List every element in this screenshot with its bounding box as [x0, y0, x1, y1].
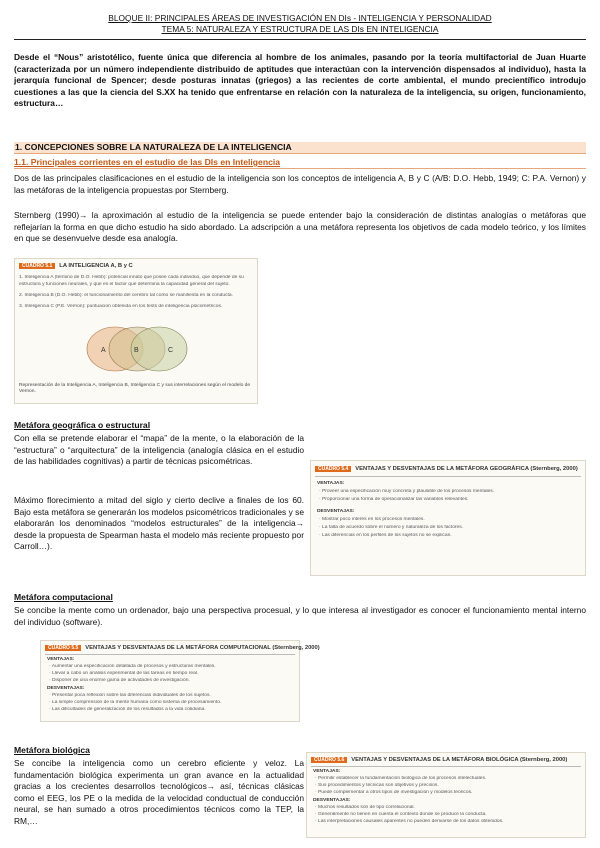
- box-title: VENTAJAS Y DESVENTAJAS DE LA METÁFORA COMPUTACIONAL (Sternberg, 2000): [85, 645, 320, 651]
- figure-line: 2. Inteligencia B (D.O. Hebb): el funcionamiento del cerebro tal como se manifiesta en la conducta.: [19, 293, 233, 298]
- disadvantage-item: · Mostrar poco interés en los procesos mentales.: [319, 517, 425, 522]
- computational-paragraph: Se concibe la mente como un ordenador, bajo una perspectiva procesual, y lo que interesa al investigador es conocer el funcionamiento mental interno del individuo (software).: [14, 605, 586, 627]
- advantages-label: VENTAJAS:: [47, 657, 75, 662]
- header-topic-title: TEMA 5: NATURALEZA Y ESTRUCTURA DE LAS DIs EN INTELIGENCIA: [161, 24, 439, 34]
- box-heading: [315, 466, 581, 472]
- geographic-metaphor-heading: Metáfora geográfica o estructural: [14, 420, 151, 430]
- figure-line: estructura y funciones neurales, y que es el factor que determina la capacidad general del sujeto.: [19, 282, 230, 287]
- box-heading: [45, 645, 320, 651]
- disadvantage-item: · Las diferencias en los perfiles de los sujetos no se explican.: [319, 533, 452, 538]
- disadvantage-item: · Las interpretaciones causales aparentes no pueden derivarse de los datos obtenidos.: [315, 819, 504, 824]
- biological-paragraph: Se concibe la inteligencia como un cerebro eficiente y veloz. La fundamentación biológica experimenta un gran avance en la actualidad gracias a los crecientes desarrollos tecnológicos→ así, técnicas clásicas como el EEG, los PE o la medida de la velocidad conductual de conducción neural, se han sumado a otros procedimientos técnicos como la TEP, la RM,…: [14, 758, 304, 826]
- venn-diagram: [75, 319, 199, 379]
- advantage-item: · Proveer una especificación muy concreta y plausible de los procesos mentales.: [319, 489, 495, 494]
- biological-pros-cons-box: [306, 752, 586, 838]
- box-divider: [45, 654, 295, 655]
- box-tag: CUADRO 5.5: [45, 645, 81, 651]
- disadvantage-item: · Las dificultades de generalización de los resultados a la vida cotidiana.: [49, 707, 206, 712]
- classification-paragraph: Dos de las principales clasificaciones en el estudio de la inteligencia son los conceptos de inteligencia A, B y C (A/B: D.O. Hebb, 1949; C: P.A. Vernon) y las metáforas de la inteligencia propuestas por Sternberg.: [14, 173, 586, 195]
- disadvantages-label: DESVENTAJAS:: [313, 798, 351, 803]
- header-divider: [14, 39, 586, 40]
- disadvantages-label: DESVENTAJAS:: [317, 509, 355, 514]
- biological-metaphor-heading: Metáfora biológica: [14, 745, 90, 755]
- advantage-item: · Permitir establecer la fundamentación biológica de los procesos intelectuales.: [315, 776, 487, 781]
- disadvantage-item: · La simple comprensión de la mente humana como sistema de procesamiento.: [49, 700, 222, 705]
- advantage-item: · Llevar a cabo un análisis experimental de las tareas en tiempo real.: [49, 671, 199, 676]
- figure-tag: CUADRO 5.1: [19, 263, 55, 269]
- box-heading: [311, 757, 581, 763]
- venn-label-a: A: [101, 347, 106, 354]
- geographic-paragraph-1: Con ella se pretende elaborar el “mapa” de la mente, o la elaboración de la “estructura” o “arquitectura” de la inteligencia (analogía clásica en el estudio de las habilidades cognitivas) a partir de técnicas psicométricas.: [14, 433, 304, 467]
- venn-circle-c: [131, 327, 187, 371]
- advantage-item: · Sus procedimientos y técnicas son objetivos y precisos.: [315, 783, 439, 788]
- box-divider: [311, 766, 581, 767]
- geographic-pros-cons-box: [310, 460, 586, 576]
- disadvantage-item: · Presentar poca reflexión sobre las diferencias individuales de los sujetos.: [49, 693, 211, 698]
- subsection-heading: 1.1. Principales corrientes en el estudio de las DIs en Inteligencia: [14, 157, 586, 169]
- section-heading: 1. CONCEPCIONES SOBRE LA NATURALEZA DE LA INTELIGENCIA: [14, 142, 586, 154]
- advantages-label: VENTAJAS:: [313, 769, 341, 774]
- intelligence-abc-figure: [14, 258, 258, 404]
- venn-label-b: B: [134, 347, 139, 354]
- box-title: VENTAJAS Y DESVENTAJAS DE LA METÁFORA BIOLÓGICA (Sternberg, 2000): [351, 757, 568, 763]
- figure-line: 1. Inteligencia A (término de D.O. Hebb): potencial innato que posee cada individuo, que depende de su: [19, 275, 244, 280]
- figure-title: LA INTELIGENCIA A, B y C: [59, 263, 133, 269]
- advantage-item: · Puede complementar a otros tipos de investigación y modelos teóricos.: [315, 790, 473, 795]
- box-title: VENTAJAS Y DESVENTAJAS DE LA METÁFORA GEOGRÁFICA (Sternberg, 2000): [355, 466, 578, 472]
- advantage-item: · Aumentar una especificación detallada de procesos y estructuras mentales.: [49, 664, 216, 669]
- disadvantage-item: · La falta de acuerdo sobre el número y naturaleza de los factores.: [319, 525, 464, 530]
- disadvantages-label: DESVENTAJAS:: [47, 686, 85, 691]
- advantages-label: VENTAJAS:: [317, 481, 345, 486]
- box-tag: CUADRO 5.4: [315, 466, 351, 472]
- venn-label-c: C: [168, 347, 174, 354]
- computational-pros-cons-box: [40, 640, 320, 722]
- box-divider: [315, 476, 581, 477]
- sternberg-paragraph: Sternberg (1990)→ la aproximación al estudio de la inteligencia se puede entender bajo la consideración de distintas analogías o metáforas que reflejarían la forma en que dicho estudio ha sido abordado. La adscripción a una metáfora representa los objetivos de cada modelo teórico, y los límites en que se desenvuelve desde esa analogía.: [14, 210, 586, 244]
- header-block-title: BLOQUE II: PRINCIPALES ÁREAS DE INVESTIGACIÓN EN DIs - INTELIGENCIA Y PERSONALIDAD: [108, 13, 492, 23]
- disadvantage-item: · Muchos resultados son de tipo correlacional.: [315, 805, 415, 810]
- figure-caption: Representación de la Inteligencia A, Inteligencia B, Inteligencia C y sus interrelaciones según el modelo de Vernon.: [19, 383, 251, 394]
- page-header: [0, 13, 600, 35]
- intro-paragraph: Desde el “Nous” aristotélico, fuente única que diferencia al hombre de los animales, pasando por la teoría multifactorial de Juan Huarte (caracterizada por un número independiente distribuido de aptitudes que interactúan con la intervención dispensados al individuo), hasta la jerarquía funcional de Spencer; desde posturas innatas (griegos) a las recientes de corte ambiental, el mundo precientífico introdujo cuestiones a las que la ciencia del S.XX ha tenido que enfrentarse en relación con la naturaleza de la inteligencia, su origen, funcionamiento, estructura…: [14, 52, 586, 109]
- disadvantage-item: · Generalmente no tienen en cuenta el contexto donde se produce la conducta.: [315, 812, 487, 817]
- advantage-item: · Proporcionar una forma de operacionalizar las variables relevantes.: [319, 497, 469, 502]
- box-tag: CUADRO 5.6: [311, 757, 347, 763]
- geographic-paragraph-2: Máximo florecimiento a mitad del siglo y cierto declive a finales de los 60. Bajo esta metáfora se generarán los modelos psicométricos tradicionales y se elaborarán los denominados “modelos estructurales” de la inteligencia→ desde la propuesta de Spearman hasta el modelo más reciente propuesto por Carroll…).: [14, 495, 304, 552]
- advantage-item: · Disponer de una enorme gama de actividades de investigación.: [49, 678, 190, 683]
- figure-line: 3. Inteligencia C (P.E. Vernon): puntuación obtenida en los tests de inteligencia psicométricos.: [19, 304, 223, 309]
- computational-metaphor-heading: Metáfora computacional: [14, 592, 113, 602]
- figure-heading: [19, 263, 253, 269]
